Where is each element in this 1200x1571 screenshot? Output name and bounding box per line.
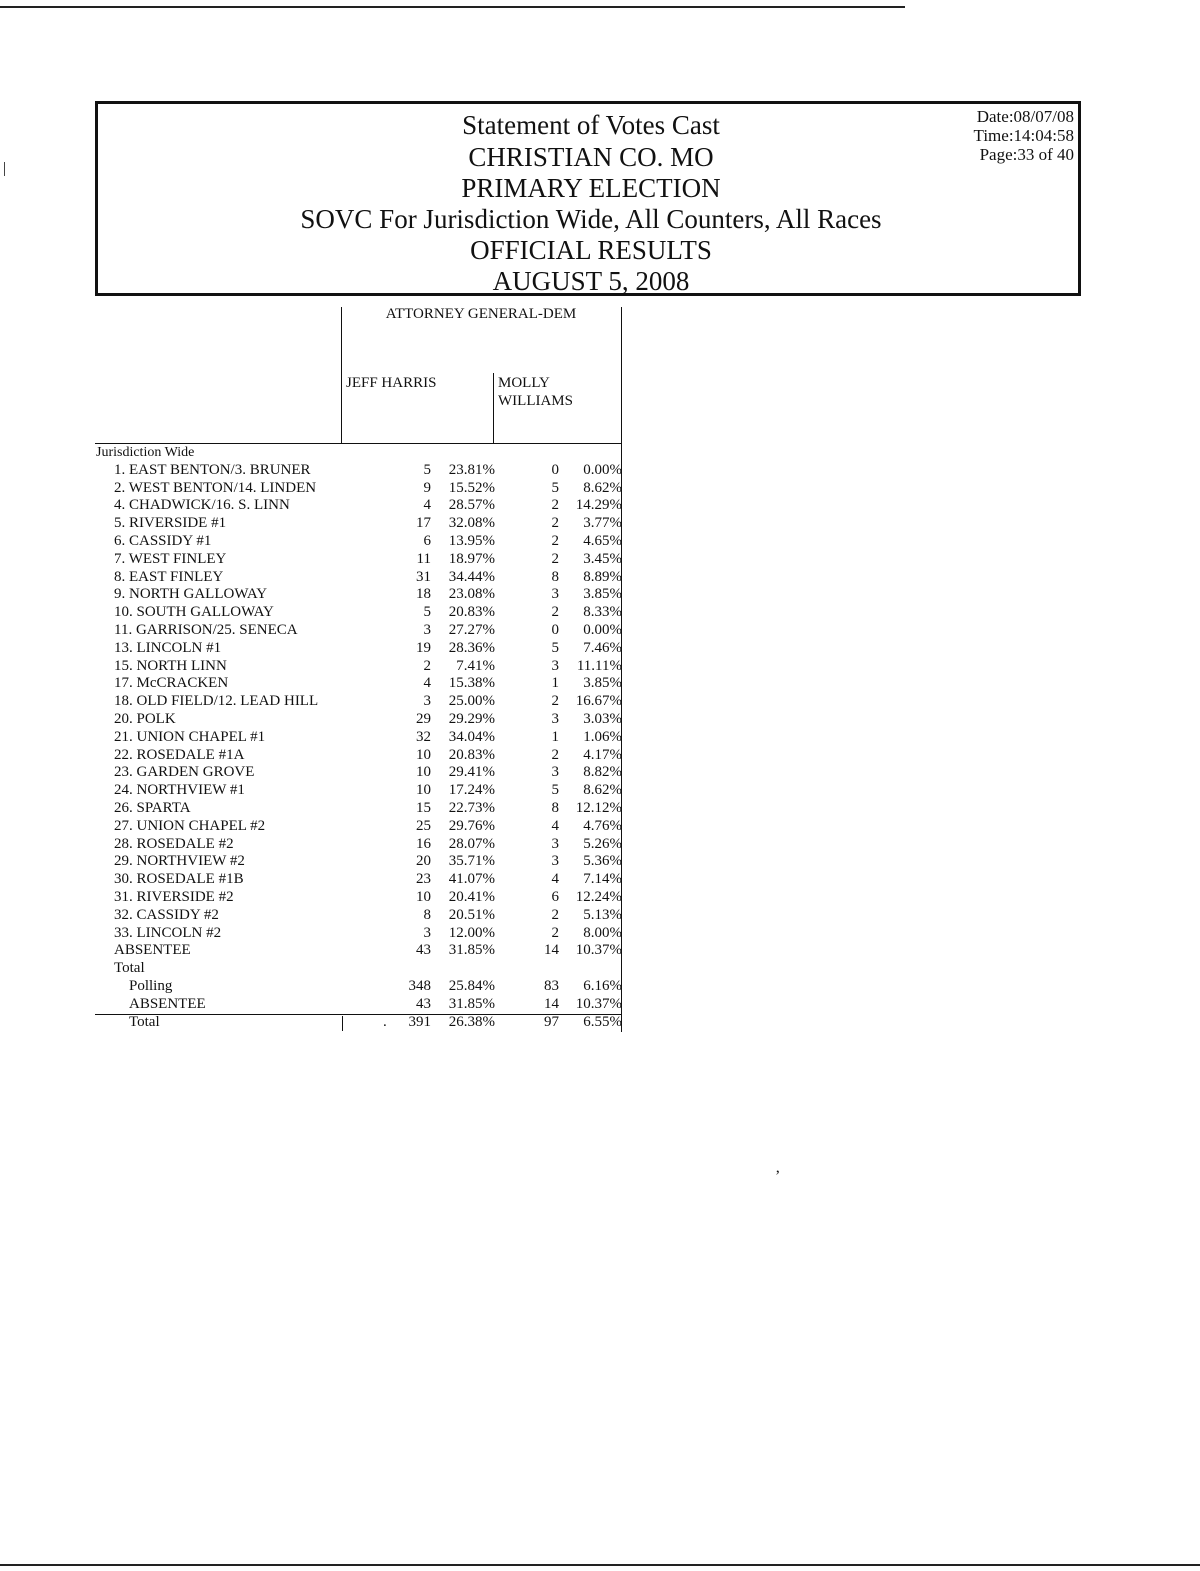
candidate-1-line1: JEFF HARRIS (346, 375, 437, 391)
molly-williams-percent: 16.67% (575, 693, 622, 710)
molly-williams-percent: 3.03% (583, 710, 622, 727)
jeff-harris-percent: 17.24% (448, 782, 495, 799)
row-label: 33. LINCOLN #2 (114, 924, 222, 941)
molly-williams-votes: 2 (551, 515, 559, 532)
jeff-harris-percent: 7.41% (456, 657, 495, 674)
jeff-harris-percent: 31.85% (448, 995, 495, 1012)
candidate-2-name (498, 374, 573, 410)
row-label: ABSENTEE (114, 942, 191, 959)
table-row (0, 480, 640, 498)
molly-williams-percent: 0.00% (583, 621, 622, 638)
molly-williams-votes: 3 (551, 764, 559, 781)
table-row (0, 711, 640, 729)
table-row (0, 782, 640, 800)
molly-williams-percent: 8.33% (583, 604, 622, 621)
jeff-harris-percent: 28.57% (448, 497, 495, 514)
table-row (0, 622, 640, 640)
jeff-harris-votes: 2 (423, 657, 431, 674)
row-label: 11. GARRISON/25. SENECA (114, 621, 298, 638)
jeff-harris-percent: 23.81% (448, 461, 495, 478)
jeff-harris-votes: 25 (416, 817, 431, 834)
row-label: ABSENTEE (129, 995, 206, 1012)
row-label: 6. CASSIDY #1 (114, 532, 212, 549)
jeff-harris-percent: 15.52% (448, 479, 495, 496)
jeff-harris-percent: 26.38% (448, 1013, 495, 1030)
jeff-harris-percent: 23.08% (448, 586, 495, 603)
table-row (0, 640, 640, 658)
molly-williams-votes: 8 (551, 568, 559, 585)
jeff-harris-votes: 5 (423, 461, 431, 478)
molly-williams-percent: 11.11% (576, 657, 622, 674)
grid-line-candidate-divider (493, 373, 494, 443)
molly-williams-votes: 6 (551, 888, 559, 905)
jeff-harris-percent: 29.41% (448, 764, 495, 781)
report-page: Page:33 of 40 (979, 145, 1074, 164)
table-row (0, 729, 640, 747)
jeff-harris-percent: 15.38% (448, 675, 495, 692)
molly-williams-percent: 5.36% (583, 853, 622, 870)
report-header (95, 101, 1081, 296)
molly-williams-votes: 2 (551, 693, 559, 710)
jeff-harris-votes: 6 (423, 532, 431, 549)
molly-williams-votes: 4 (551, 871, 559, 888)
row-label: 28. ROSEDALE #2 (114, 835, 234, 852)
molly-williams-votes: 1 (551, 675, 559, 692)
jeff-harris-percent: 28.07% (448, 835, 495, 852)
row-label: 31. RIVERSIDE #2 (114, 888, 234, 905)
molly-williams-percent: 5.13% (583, 906, 622, 923)
jeff-harris-votes: 43 (416, 942, 431, 959)
molly-williams-votes: 1 (551, 728, 559, 745)
jeff-harris-percent: 20.83% (448, 604, 495, 621)
jeff-harris-votes: 32 (416, 728, 431, 745)
molly-williams-percent: 6.55% (583, 1013, 622, 1030)
jeff-harris-votes: 348 (408, 977, 431, 994)
table-row (0, 551, 640, 569)
jeff-harris-votes: 9 (423, 479, 431, 496)
jeff-harris-percent: 41.07% (448, 871, 495, 888)
report-time: Time:14:04:58 (973, 126, 1074, 145)
row-label: Total (129, 1013, 160, 1030)
table-row (0, 1014, 640, 1032)
table-row (0, 978, 640, 996)
molly-williams-votes: 14 (544, 942, 559, 959)
molly-williams-percent: 4.65% (583, 532, 622, 549)
molly-williams-percent: 12.12% (575, 799, 622, 816)
row-label: 32. CASSIDY #2 (114, 906, 219, 923)
row-label: Polling (129, 977, 173, 994)
table-row (0, 497, 640, 515)
jeff-harris-percent: 28.36% (448, 639, 495, 656)
row-label: 27. UNION CHAPEL #2 (114, 817, 266, 834)
jeff-harris-votes: 391 (408, 1013, 431, 1030)
molly-williams-percent: 10.37% (575, 942, 622, 959)
molly-williams-votes: 2 (551, 550, 559, 567)
row-label: 2. WEST BENTON/14. LINDEN (114, 479, 317, 496)
molly-williams-percent: 0.00% (583, 461, 622, 478)
report-date: Date:08/07/08 (976, 107, 1074, 126)
molly-williams-votes: 4 (551, 817, 559, 834)
table-row (0, 747, 640, 765)
row-label: 23. GARDEN GROVE (114, 764, 255, 781)
table-row (0, 907, 640, 925)
jeff-harris-votes: 10 (416, 782, 431, 799)
jeff-harris-votes: 29 (416, 710, 431, 727)
molly-williams-votes: 83 (544, 977, 559, 994)
row-label: 21. UNION CHAPEL #1 (114, 728, 266, 745)
jeff-harris-votes: 15 (416, 799, 431, 816)
jeff-harris-votes: 43 (416, 995, 431, 1012)
molly-williams-percent: 3.85% (583, 675, 622, 692)
header-title-line: Statement of Votes Cast (462, 110, 720, 140)
table-row (0, 853, 640, 871)
molly-williams-votes: 0 (551, 621, 559, 638)
jeff-harris-percent: 20.51% (448, 906, 495, 923)
table-row (0, 604, 640, 622)
header-official-line: OFFICIAL RESULTS (470, 235, 712, 265)
molly-williams-percent: 8.00% (583, 924, 622, 941)
molly-williams-votes: 2 (551, 924, 559, 941)
row-label: 1. EAST BENTON/3. BRUNER (114, 461, 311, 478)
row-label: 24. NORTHVIEW #1 (114, 782, 245, 799)
row-label: 26. SPARTA (114, 799, 191, 816)
molly-williams-votes: 3 (551, 586, 559, 603)
molly-williams-percent: 8.82% (583, 764, 622, 781)
jeff-harris-votes: 20 (416, 853, 431, 870)
jeff-harris-votes: 18 (416, 586, 431, 603)
jeff-harris-votes: 3 (423, 693, 431, 710)
table-row (0, 871, 640, 889)
molly-williams-percent: 8.62% (583, 782, 622, 799)
row-label: 8. EAST FINLEY (114, 568, 224, 585)
stray-dot: . (383, 1013, 387, 1030)
molly-williams-percent: 7.14% (583, 871, 622, 888)
molly-williams-votes: 5 (551, 639, 559, 656)
table-row (0, 675, 640, 693)
totals-label-row (0, 960, 640, 978)
row-label: 5. RIVERSIDE #1 (114, 515, 227, 532)
molly-williams-percent: 4.17% (583, 746, 622, 763)
scan-bottom-edge (0, 1564, 1200, 1566)
row-label: 7. WEST FINLEY (114, 550, 227, 567)
molly-williams-percent: 3.85% (583, 586, 622, 603)
grid-line-left (341, 307, 342, 443)
table-row (0, 533, 640, 551)
molly-williams-percent: 10.37% (575, 995, 622, 1012)
table-row (0, 942, 640, 960)
jeff-harris-percent: 18.97% (448, 550, 495, 567)
molly-williams-percent: 12.24% (575, 888, 622, 905)
header-scope-line: SOVC For Jurisdiction Wide, All Counters, All Races (300, 204, 882, 234)
row-label: 4. CHADWICK/16. S. LINN (114, 497, 290, 514)
jeff-harris-percent: 35.71% (448, 853, 495, 870)
candidate-2-line2: WILLIAMS (498, 393, 573, 409)
candidate-2-line1: MOLLY (498, 375, 550, 391)
molly-williams-percent: 14.29% (575, 497, 622, 514)
row-label: 9. NORTH GALLOWAY (114, 586, 268, 603)
table-row (0, 800, 640, 818)
jeff-harris-percent: 20.83% (448, 746, 495, 763)
jeff-harris-percent: 27.27% (448, 621, 495, 638)
table-row (0, 925, 640, 943)
header-election-line: PRIMARY ELECTION (461, 173, 721, 203)
header-date-line: AUGUST 5, 2008 (492, 266, 690, 296)
jeff-harris-votes: 10 (416, 764, 431, 781)
molly-williams-votes: 5 (551, 782, 559, 799)
table-row (0, 764, 640, 782)
molly-williams-votes: 3 (551, 853, 559, 870)
row-label: 13. LINCOLN #1 (114, 639, 222, 656)
jeff-harris-votes: 8 (423, 906, 431, 923)
molly-williams-percent: 6.16% (583, 977, 622, 994)
molly-williams-percent: 4.76% (583, 817, 622, 834)
candidate-1-name (346, 374, 436, 392)
scan-top-edge (0, 6, 905, 8)
molly-williams-votes: 14 (544, 995, 559, 1012)
row-label: 20. POLK (114, 710, 176, 727)
molly-williams-votes: 3 (551, 835, 559, 852)
jeff-harris-votes: 10 (416, 746, 431, 763)
table-row (0, 569, 640, 587)
row-label: 22. ROSEDALE #1A (114, 746, 245, 763)
molly-williams-votes: 3 (551, 710, 559, 727)
jeff-harris-percent: 12.00% (448, 924, 495, 941)
table-row (0, 836, 640, 854)
jeff-harris-percent: 13.95% (448, 532, 495, 549)
molly-williams-percent: 3.77% (583, 515, 622, 532)
molly-williams-percent: 8.62% (583, 479, 622, 496)
jeff-harris-percent: 20.41% (448, 888, 495, 905)
molly-williams-votes: 97 (544, 1013, 559, 1030)
row-label: 30. ROSEDALE #1B (114, 871, 244, 888)
molly-williams-votes: 8 (551, 799, 559, 816)
molly-williams-votes: 2 (551, 604, 559, 621)
molly-williams-votes: 3 (551, 657, 559, 674)
jeff-harris-votes: 10 (416, 888, 431, 905)
header-county-line: CHRISTIAN CO. MO (468, 142, 714, 172)
jeff-harris-votes: 17 (416, 515, 431, 532)
row-label: 17. McCRACKEN (114, 675, 229, 692)
jeff-harris-votes: 5 (423, 604, 431, 621)
jeff-harris-votes: 16 (416, 835, 431, 852)
jeff-harris-votes: 11 (416, 550, 431, 567)
section-label-row (0, 444, 640, 462)
row-label: 10. SOUTH GALLOWAY (114, 604, 274, 621)
jeff-harris-percent: 31.85% (448, 942, 495, 959)
molly-williams-percent: 5.26% (583, 835, 622, 852)
jeff-harris-votes: 31 (416, 568, 431, 585)
molly-williams-percent: 1.06% (583, 728, 622, 745)
molly-williams-votes: 2 (551, 497, 559, 514)
table-row (0, 515, 640, 533)
molly-williams-votes: 0 (551, 461, 559, 478)
jeff-harris-votes: 19 (416, 639, 431, 656)
row-label: 15. NORTH LINN (114, 657, 227, 674)
jeff-harris-percent: 34.04% (448, 728, 495, 745)
jeff-harris-votes: 23 (416, 871, 431, 888)
jeff-harris-votes: 3 (423, 621, 431, 638)
jeff-harris-percent: 29.29% (448, 710, 495, 727)
table-row (0, 818, 640, 836)
table-row (0, 996, 640, 1014)
results-table (0, 444, 640, 1031)
jeff-harris-votes: 4 (423, 497, 431, 514)
molly-williams-votes: 2 (551, 532, 559, 549)
table-row (0, 889, 640, 907)
jeff-harris-percent: 25.84% (448, 977, 495, 994)
table-row (0, 658, 640, 676)
molly-williams-votes: 2 (551, 906, 559, 923)
molly-williams-votes: 5 (551, 479, 559, 496)
race-title: ATTORNEY GENERAL-DEM (385, 306, 577, 322)
jeff-harris-percent: 32.08% (448, 515, 495, 532)
molly-williams-percent: 3.45% (583, 550, 622, 567)
totals-label: Total (114, 960, 145, 977)
jeff-harris-percent: 22.73% (448, 799, 495, 816)
row-label: 29. NORTHVIEW #2 (114, 853, 245, 870)
table-row (0, 693, 640, 711)
jeff-harris-percent: 25.00% (448, 693, 495, 710)
stray-mark: ’ (775, 1168, 781, 1185)
section-label: Jurisdiction Wide (96, 445, 195, 460)
table-row (0, 462, 640, 480)
jeff-harris-percent: 29.76% (448, 817, 495, 834)
molly-williams-votes: 2 (551, 746, 559, 763)
scan-left-mark (4, 162, 5, 176)
jeff-harris-votes: 3 (423, 924, 431, 941)
jeff-harris-votes: 4 (423, 675, 431, 692)
jeff-harris-percent: 34.44% (448, 568, 495, 585)
header-meta (974, 107, 1074, 164)
table-row (0, 586, 640, 604)
molly-williams-percent: 7.46% (583, 639, 622, 656)
row-label: 18. OLD FIELD/12. LEAD HILL (114, 693, 319, 710)
molly-williams-percent: 8.89% (583, 568, 622, 585)
